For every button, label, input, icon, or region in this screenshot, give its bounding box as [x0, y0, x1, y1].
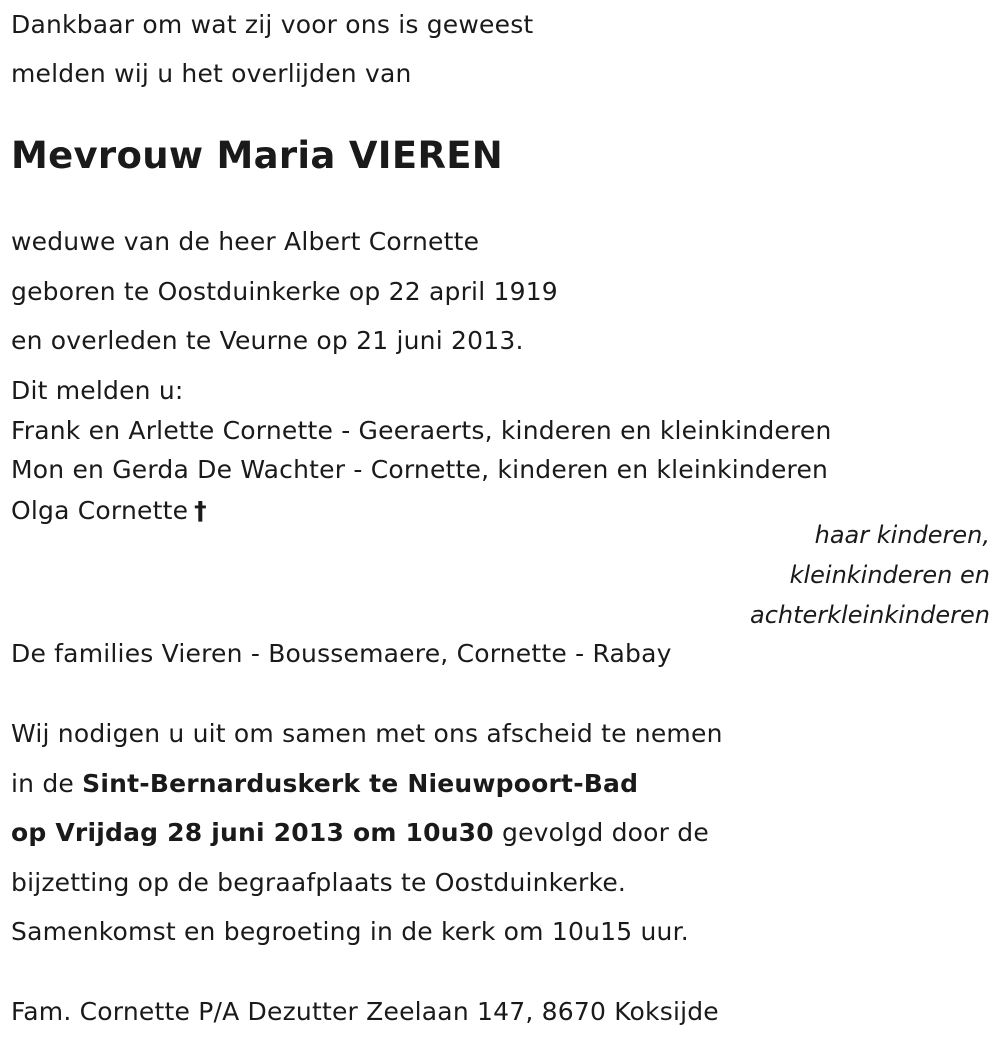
announcer-name: Olga Cornette — [11, 496, 189, 525]
death-line: en overleden te Veurne op 21 juni 2013. — [11, 326, 524, 355]
announcer-entry: Mon en Gerda De Wachter - Cornette, kinderen en kleinkinderen — [11, 455, 829, 484]
relation-line-1: haar kinderen, — [814, 521, 990, 549]
datetime-line — [11, 818, 709, 848]
church-line — [11, 769, 638, 799]
church-name: Sint-Bernarduskerk te Nieuwpoort-Bad — [82, 769, 639, 798]
relation-line-2: kleinkinderen en — [789, 561, 990, 589]
contact-address: Fam. Cornette P/A Dezutter Zeelaan 147, 8670 Koksijde — [11, 997, 719, 1026]
intro-line-2: melden wij u het overlijden van — [11, 59, 412, 88]
families-line: De families Vieren - Boussemaere, Cornette - Rabay — [11, 639, 672, 668]
announcer-entry-deceased — [11, 496, 207, 526]
datetime-suffix: gevolgd door de — [493, 818, 709, 847]
intro-line-1: Dankbaar om wat zij voor ons is geweest — [11, 10, 534, 39]
church-prefix: in de — [11, 769, 83, 798]
burial-line: bijzetting op de begraafplaats te Oostduinkerke. — [11, 868, 627, 897]
invitation-line: Wij nodigen u uit om samen met ons afscheid te nemen — [11, 719, 723, 748]
birth-line: geboren te Oostduinkerke op 22 april 1919 — [11, 277, 558, 306]
announcer-entry: Frank en Arlette Cornette - Geeraerts, kinderen en kleinkinderen — [11, 416, 832, 445]
gathering-line: Samenkomst en begroeting in de kerk om 10u15 uur. — [11, 917, 689, 946]
ceremony-datetime: op Vrijdag 28 juni 2013 om 10u30 — [11, 818, 494, 847]
cross-icon: † — [194, 496, 207, 525]
relation-line-3: achterkleinkinderen — [750, 601, 990, 629]
spouse-line: weduwe van de heer Albert Cornette — [11, 227, 480, 256]
deceased-name: Mevrouw Maria VIEREN — [11, 134, 504, 177]
announcers-heading: Dit melden u: — [11, 376, 184, 405]
